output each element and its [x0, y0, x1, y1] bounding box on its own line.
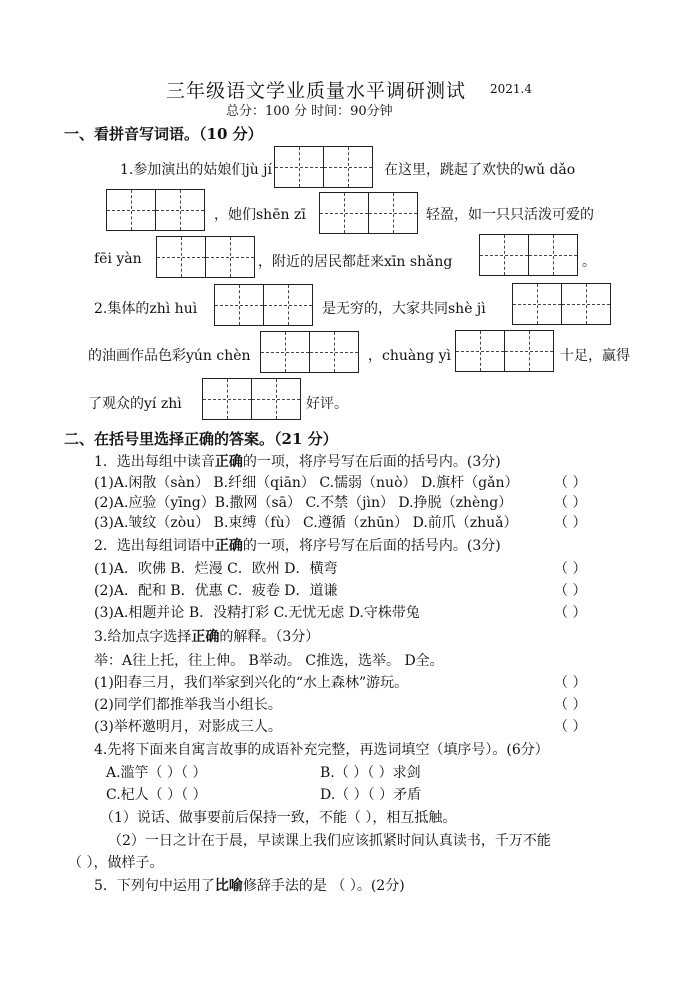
- q3-row-1: (1)阳春三月，我们举家到兴化的“水上森林”游玩。: [94, 675, 409, 691]
- q2-row-1: (1)A．吹佛 B．烂漫 C．欧州 D．横弯: [94, 561, 338, 577]
- section1-title: 一、看拼音写词语。（10 分）: [64, 125, 263, 143]
- exam-meta: 总分：100 分 时间：90分钟: [226, 104, 393, 119]
- answer-paren[interactable]: （ ）: [554, 605, 587, 621]
- pinyin-answer-box[interactable]: [479, 234, 578, 276]
- q2-stem: 2．选出每组词语中正确的一项，将序号写在后面的括号内。(3分): [94, 538, 501, 554]
- q5-stem: 5．下列句中运用了比喻修辞手法的是 （ ）。(2分): [94, 878, 405, 894]
- q2c-post: 好评。: [306, 396, 348, 412]
- q4-item-b[interactable]: B.（ ）（ ）求剑: [320, 765, 421, 781]
- q2b-post: 十足，赢得: [560, 348, 630, 364]
- q2a-pre: 2.集体的zhì huì: [94, 301, 198, 317]
- pinyin-answer-box[interactable]: [319, 192, 418, 234]
- q2c-pre: 了观众的yí zhì: [88, 396, 182, 412]
- q1-row-3: (3)A.皱纹（zòu） B.束缚（fù） C.遵循（zhūn） D.前爪（zhuǎ）: [94, 515, 518, 531]
- q1b-mid: ，她们shēn zī: [214, 207, 306, 223]
- answer-paren[interactable]: （ ）: [554, 697, 587, 713]
- q2b-pre: 的油画作品色彩yún chèn: [88, 348, 251, 364]
- q4-sentence-2-cont: （ ），做样子。: [68, 855, 164, 871]
- q1a-pre: 1.参加演出的姑娘们jù jí: [120, 162, 272, 178]
- pinyin-answer-box[interactable]: [512, 283, 611, 325]
- q4-stem: 4.先将下面来自寓言故事的成语补充完整，再选词填空（填序号）。(6分）: [94, 742, 549, 758]
- pinyin-answer-box[interactable]: [156, 236, 255, 278]
- answer-paren[interactable]: （ ）: [554, 515, 587, 531]
- answer-paren[interactable]: （ ）: [554, 475, 587, 491]
- q3-stem: 3.给加点字选择正确的解释。（3分）: [94, 629, 320, 645]
- q2b-mid: ，chuàng yì: [368, 348, 452, 364]
- answer-paren[interactable]: （ ）: [554, 719, 587, 735]
- q4-sentence-1: （1）说话、做事要前后保持一致，不能（ ），相互抵触。: [100, 810, 457, 826]
- answer-paren[interactable]: （ ）: [554, 495, 587, 511]
- answer-paren[interactable]: （ ）: [554, 675, 587, 691]
- q1c-end: 。: [582, 254, 596, 270]
- pinyin-answer-box[interactable]: [214, 284, 313, 326]
- q1-stem: 1．选出每组中读音正确的一项，将序号写在后面的括号内。(3分): [94, 454, 501, 470]
- pinyin-answer-box[interactable]: [274, 146, 373, 188]
- q3-row-3: (3)举杯邀明月，对影成三人。: [94, 719, 282, 735]
- q1c-mid: ，附近的居民都赶来xīn shǎng: [258, 254, 453, 270]
- q1-row-2: (2)A.应验（yīng）B.撒网（sā） C.不禁（jìn） D.挣脱（zhèng）: [94, 495, 513, 511]
- q1a-post: 在这里，跳起了欢快的wǔ dǎo: [384, 162, 576, 178]
- answer-paren[interactable]: （ ）: [554, 583, 587, 599]
- pinyin-answer-box[interactable]: [260, 331, 359, 373]
- q3-row-2: (2)同学们都推举我当小组长。: [94, 697, 282, 713]
- pinyin-answer-box[interactable]: [106, 189, 205, 231]
- pinyin-answer-box[interactable]: [455, 330, 554, 372]
- q1c-pre: fēi yàn: [94, 251, 142, 267]
- q2a-post: 是无穷的，大家共同shè jì: [322, 301, 486, 317]
- q4-item-d[interactable]: D.（ ）（ ）矛盾: [320, 787, 422, 803]
- section2-title: 二、在括号里选择正确的答案。（21 分）: [64, 430, 338, 448]
- q3-options: 举：A往上托，往上伸。 B举动。 C推选，选举。 D全。: [94, 653, 444, 669]
- q2-row-2: (2)A．配和 B．优惠 C．疲卷 D．道谦: [94, 583, 338, 599]
- q2-row-3: (3)A.相题并论 B．没精打彩 C.无忧无虑 D.守株带兔: [94, 605, 420, 621]
- answer-paren[interactable]: （ ）: [554, 561, 587, 577]
- exam-date: 2021.4: [490, 82, 532, 96]
- q4-item-c[interactable]: C.杞人（ ）（ ）: [106, 787, 207, 803]
- pinyin-answer-box[interactable]: [202, 378, 301, 420]
- q1-row-1: (1)A.闲散（sàn） B.纤细（qiān） C.懦弱（nuò） D.旗杆（gǎn）: [94, 475, 519, 491]
- q4-sentence-2: （2）一日之计在于晨，早读课上我们应该抓紧时间认真读书，千万不能: [108, 833, 551, 849]
- q1b-post: 轻盈，如一只只活泼可爱的: [426, 207, 594, 223]
- exam-title: 三年级语文学业质量水平调研测试: [166, 80, 467, 102]
- q4-item-a[interactable]: A.滥竽（ ）（ ）: [106, 765, 207, 781]
